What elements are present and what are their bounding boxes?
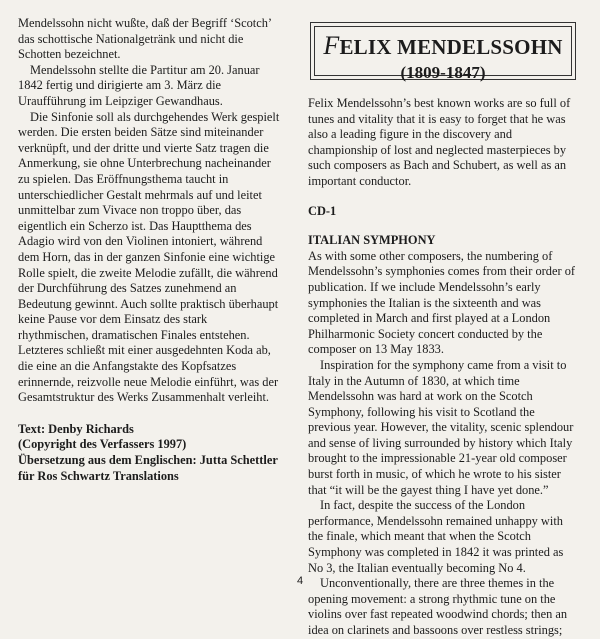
- composer-years: (1809-1847): [400, 63, 486, 82]
- cd-label: CD-1: [308, 203, 337, 218]
- credit-line: Text: Denby Richards: [18, 421, 134, 436]
- section-heading: ITALIAN SYMPHONY: [308, 233, 436, 248]
- paragraph: In fact, despite the success of the London performance, Mendelssohn remained unhappy with the finale, which meant that when the Scotch Symphony was completed in 1842 it was printed as No 3, the Italian eventually becoming No 4.: [308, 498, 564, 575]
- paragraph: Mendelssohn nicht wußte, daß der Begriff ‘Scotch’ das schottische Nationalgetränk und nicht die Schotten bezeichnet.: [18, 16, 272, 62]
- german-text-column: [18, 16, 280, 484]
- intro-paragraph: Felix Mendelssohn’s best known works are so full of tunes and vitality that it is easy to forget that he was also a leading figure in the discovery and championship of lost and neglected masterpieces by such composers as Bach and Schubert, as well as an important conductor.: [308, 96, 571, 188]
- paragraph: Unconventionally, there are three themes in the opening movement: a strong rhythmic tune on the violins over fast repeated woodwind chords; then an idea on clarinets and bassoons over restless strings;: [308, 576, 568, 637]
- composer-name: [311, 31, 575, 61]
- paragraph: Inspiration for the symphony came from a visit to Italy in the Autumn of 1830, at which time Mendelssohn was hard at work on the Scotch Symphony, following his visit to Scotland the previous year. However, the vitality, scenic splendour and sense of living surrounded by history which Italy brought to the impressionable 21-year old composer burst forth in music, of which he wrote to his sister that “it will be the gayest thing I have yet done.”: [308, 357, 574, 497]
- paragraph: As with some other composers, the numbering of Mendelssohn’s symphonies comes from their order of publication. If we include Mendelssohn’s early symphonies the Italian is the sixteenth and was completed in March and first played at a London Philharmonic Society concert conducted by the composer on 13 May 1833.: [308, 248, 576, 357]
- credit-line: Übersetzung aus dem Englischen: Jutta Schettler: [18, 453, 278, 468]
- credit-line: (Copyright des Verfassers 1997): [18, 437, 187, 452]
- paragraph: Mendelssohn stellte die Partitur am 20. Januar 1842 fertig und dirigierte am 3. März die Uraufführung im Leipziger Gewandhaus.: [18, 62, 260, 108]
- credits-block: [18, 422, 280, 484]
- paragraph: Die Sinfonie soll als durchgehendes Werk gespielt werden. Die ersten beiden Sätze sind miteinander verknüpft, und der dritte und vierte Satz tragen die Anmerkung, sie ohne Unterbrechung nacheinander zu spielen. Das Eröffnungsthema taucht in unterschiedlicher Gestalt mehrmals auf und leitet unmittelbar zum Vivace non troppo über, das eigentlich ein Scherzo ist. Das Hauptthema des Adagio wird von den Violinen intoniert, während dem Horn, das in der ganzen Sinfonie eine wichtige Rolle spielt, die zweite Melodie zufällt, die während der Durchführung des Satzes zunehmend an Bedeutung gewinnt. Auch sollte praktisch überhaupt keine Pause vor dem Einsatz des stark rhythmischen, dramatischen Finales entstehen. Letzteres schließt mit einer ausgedehnten Koda ab, die eine an die Anfangstakte des Kopfsatzes erinnernde, reizvolle neue Melodie einführt, was der Gesamtstruktur des Werks Zusammenhalt verleiht.: [18, 109, 280, 405]
- composer-title-box: [310, 22, 576, 80]
- english-text-column: [308, 96, 578, 639]
- composer-name-initial: F: [323, 31, 340, 60]
- credit-line: für Ros Schwartz Translations: [18, 468, 179, 483]
- page-number: 4: [296, 575, 304, 587]
- composer-name-rest: ELIX MENDELSSOHN: [339, 35, 563, 59]
